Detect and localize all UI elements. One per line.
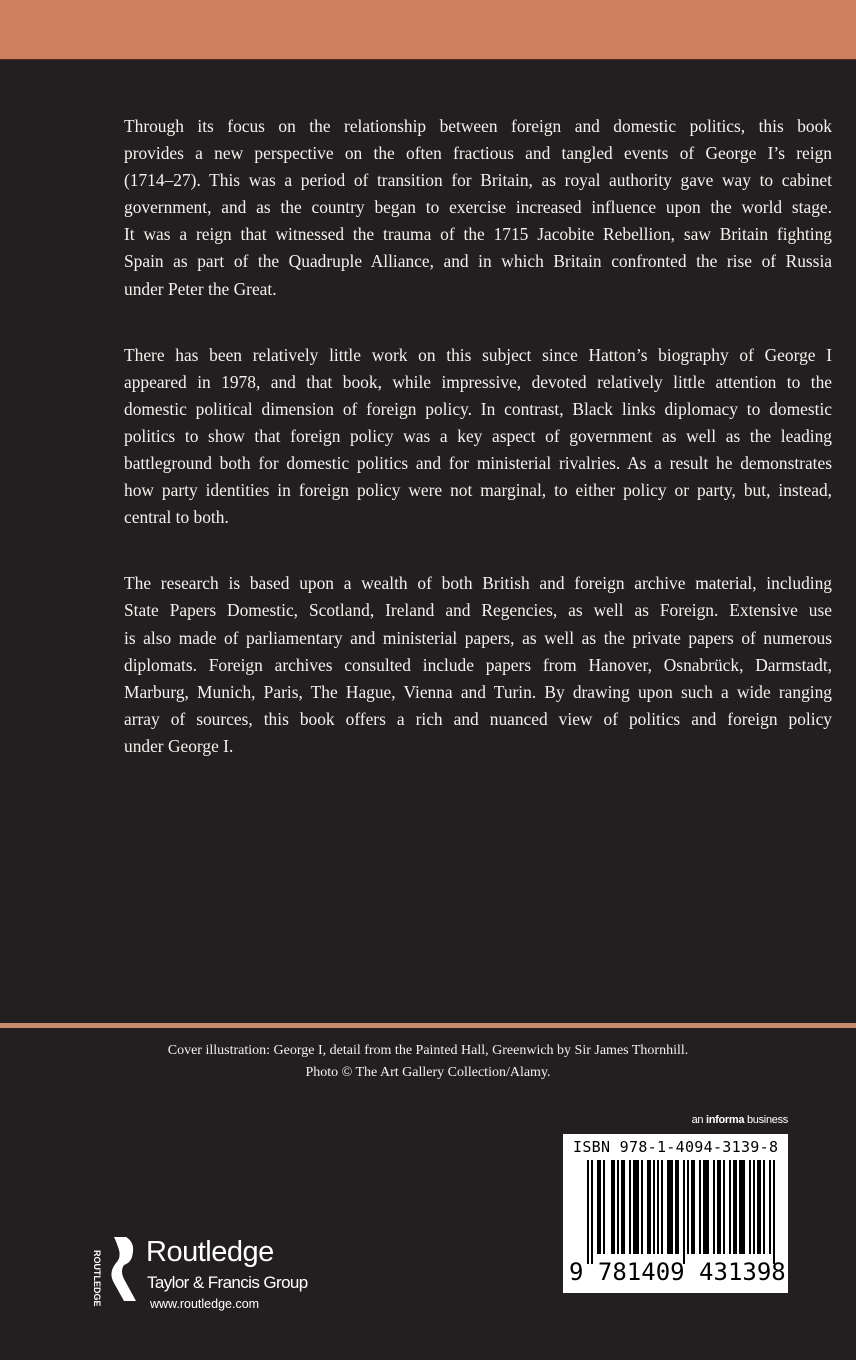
blurb-line: under Peter the Great. <box>124 278 277 299</box>
publisher-group: Taylor & Francis Group <box>147 1273 308 1292</box>
blurb-line: provides a new perspective on the often fractious and tangled events of George I’s reign <box>124 143 832 164</box>
informa-post: business <box>744 1114 788 1126</box>
blurb-paragraph <box>124 113 832 303</box>
barcode-bar <box>757 1160 759 1254</box>
barcode-bar <box>587 1160 589 1264</box>
barcode-bar <box>671 1160 673 1254</box>
barcode-bar <box>613 1160 615 1254</box>
barcode-bar <box>611 1160 613 1254</box>
blurb-line: There has been relatively little work on this subject since Hatton’s biography of George I <box>124 344 832 365</box>
blurb-line: government, and as the country began to exercise increased influence upon the world stage. <box>124 197 832 218</box>
blurb-line: central to both. <box>124 507 229 528</box>
barcode-bar <box>629 1160 631 1254</box>
barcode-bar <box>675 1160 677 1254</box>
blurb-line: State Papers Domestic, Scotland, Ireland and Regencies, as well as Foreign. Extensive use <box>124 600 832 621</box>
barcode-bar <box>749 1160 751 1254</box>
barcode-bar <box>705 1160 707 1254</box>
barcode-bar <box>637 1160 639 1254</box>
barcode-bar <box>683 1160 685 1264</box>
divider-rule <box>0 1023 856 1028</box>
blurb-line: Through its focus on the relationship between foreign and domestic politics, this book <box>124 116 832 136</box>
barcode-bar <box>707 1160 709 1254</box>
blurb-line: Spain as part of the Quadruple Alliance, and in which Britain confronted the rise of Russia <box>124 251 832 272</box>
blurb-line: diplomats. Foreign archives consulted include papers from Hanover, Osnabrück, Darmstadt, <box>124 654 832 675</box>
isbn-barcode <box>563 1134 788 1293</box>
barcode-bar <box>667 1160 669 1254</box>
barcode-bar <box>693 1160 695 1254</box>
blurb-line: politics to show that foreign policy was a key aspect of government as well as the leading <box>124 425 832 446</box>
barcode-bar <box>687 1160 689 1254</box>
barcode-bar <box>753 1160 755 1254</box>
barcode-bar <box>729 1160 731 1254</box>
barcode-bar <box>691 1160 693 1254</box>
barcode-bar <box>733 1160 735 1254</box>
barcode-bar <box>773 1160 775 1264</box>
barcode-bar <box>763 1160 765 1254</box>
barcode-bar <box>741 1160 743 1254</box>
blurb-line: The research is based upon a wealth of both British and foreign archive material, including <box>124 573 832 594</box>
blurb-line: It was a reign that witnessed the trauma of the 1715 Jacobite Rebellion, saw Britain fighting <box>124 224 832 245</box>
barcode-bar <box>677 1160 679 1254</box>
cover-top-band <box>0 0 856 60</box>
barcode-bar <box>735 1160 737 1254</box>
barcode-bar <box>623 1160 625 1254</box>
barcode-bar <box>617 1160 619 1254</box>
barcode-bar <box>703 1160 705 1254</box>
informa-tagline <box>692 1114 788 1126</box>
barcode-bar <box>743 1160 745 1254</box>
blurb-line: how party identities in foreign policy were not marginal, to either policy or party, but, instead, <box>124 480 832 501</box>
barcode-bar <box>669 1160 671 1254</box>
barcode-bar <box>633 1160 635 1254</box>
blurb-line: is also made of parliamentary and ministerial papers, as well as the private papers of numerous <box>124 627 832 648</box>
barcode-bar <box>769 1160 771 1254</box>
credit-line-illustration: Cover illustration: George I, detail from the Painted Hall, Greenwich by Sir James Thornhill. <box>167 1043 689 1058</box>
credit-line-photo: Photo © The Art Gallery Collection/Alamy. <box>305 1065 551 1080</box>
barcode-bar <box>717 1160 719 1254</box>
barcode-bar <box>719 1160 721 1254</box>
informa-pre: an <box>691 1114 706 1126</box>
barcode-bar <box>635 1160 637 1254</box>
barcode-bar <box>713 1160 715 1254</box>
cover-credits <box>0 1040 856 1084</box>
blurb-paragraph <box>124 570 832 760</box>
blurb-text <box>124 113 832 799</box>
isbn-text: ISBN 978-1-4094-3139-8 <box>573 1138 779 1156</box>
barcode-bar <box>699 1160 701 1254</box>
blurb-line: appeared in 1978, and that book, while impressive, devoted relatively little attention to the <box>124 371 832 392</box>
blurb-line: domestic political dimension of foreign policy. In contrast, Black links diplomacy to domestic <box>124 398 832 419</box>
barcode-bar <box>657 1160 659 1254</box>
publisher-name: Routledge <box>146 1236 274 1268</box>
barcode-bar <box>597 1160 599 1254</box>
barcode-bar <box>723 1160 725 1254</box>
publisher-url[interactable]: www.routledge.com <box>150 1297 260 1311</box>
barcode-bar <box>599 1160 601 1254</box>
blurb-line: array of sources, this book offers a rich and nuanced view of politics and foreign policy <box>124 708 832 729</box>
blurb-paragraph <box>124 342 832 532</box>
barcode-bar <box>621 1160 623 1254</box>
informa-brand: informa <box>705 1114 745 1126</box>
barcode-bar <box>603 1160 605 1254</box>
blurb-line: Marburg, Munich, Paris, The Hague, Vienna and Turin. By drawing upon such a wide ranging <box>124 681 832 702</box>
barcode-bar <box>739 1160 741 1254</box>
blurb-line: (1714–27). This was a period of transition for Britain, as royal authority gave way to cabinet <box>124 170 832 191</box>
blurb-line: under George I. <box>124 735 234 756</box>
barcode-bar <box>591 1160 593 1264</box>
barcode-bar <box>653 1160 655 1254</box>
logo-vertical-text: ROUTLEDGE <box>92 1250 102 1307</box>
barcode-bar <box>647 1160 649 1254</box>
barcode-bar <box>661 1160 663 1254</box>
barcode-bar <box>649 1160 651 1254</box>
barcode-bars <box>587 1160 777 1264</box>
ean-digits: 9 781409 431398 <box>569 1258 786 1286</box>
blurb-line: battleground both for domestic politics and for ministerial rivalries. As a result he demonstrates <box>124 453 832 474</box>
barcode-bar <box>641 1160 643 1254</box>
barcode-bar <box>759 1160 761 1254</box>
